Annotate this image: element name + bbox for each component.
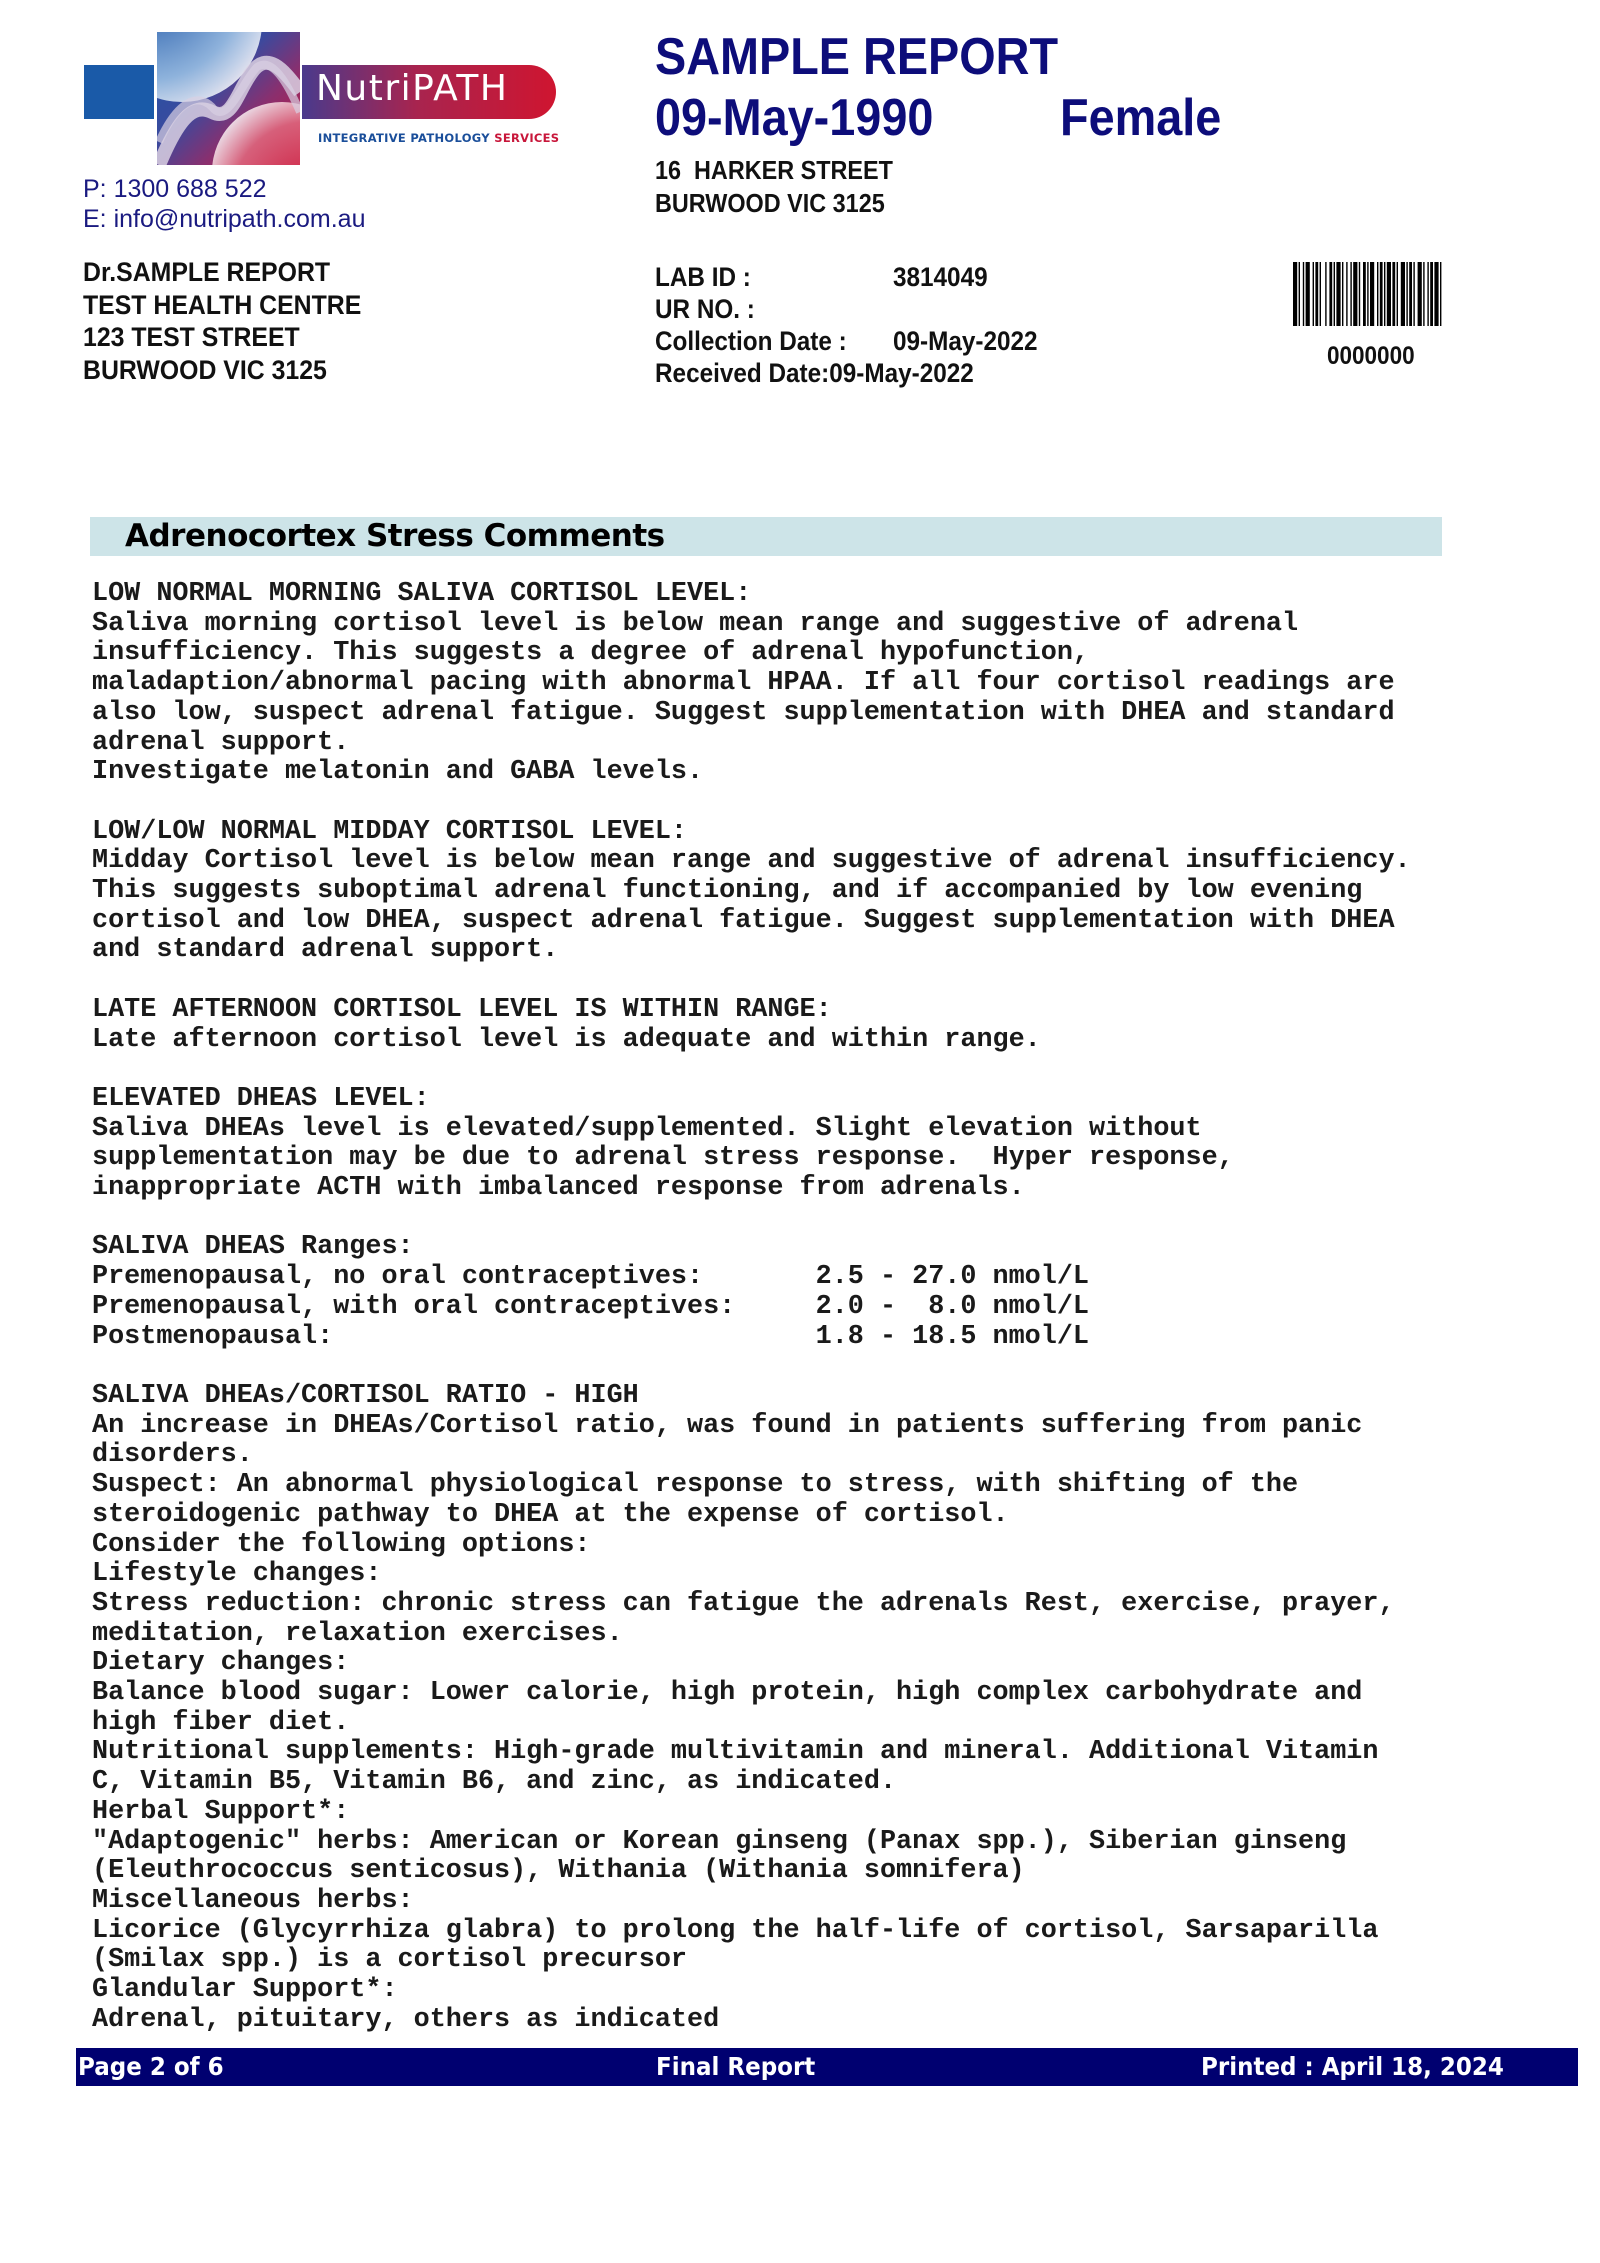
logo-tagline-part1: INTEGRATIVE PATHOLOGY [318,131,495,145]
barcode-bar [1377,262,1378,326]
barcode-bar [1334,262,1335,326]
comment-line: adrenal support. [92,727,350,758]
comment-line: cortisol and low DHEA, suspect adrenal fatigue. Suggest supplementation with DHEA [92,905,1395,936]
barcode-bar [1409,262,1412,326]
section-header [90,517,1442,556]
barcode-bar [1427,262,1428,326]
barcode-bar [1325,262,1326,326]
comment-line: (Smilax spp.) is a cortisol precursor [92,1945,687,1976]
comment-line: An increase in DHEAs/Cortisol ratio, was found in patients suffering from panic [92,1410,1363,1441]
barcode-bar [1392,262,1395,326]
comment-line: Midday Cortisol level is below mean range and suggestive of adrenal insufficiency. [92,846,1411,877]
comment-line: C, Vitamin B5, Vitamin B6, and zinc, as indicated. [92,1767,897,1798]
patient-address-line2: BURWOOD VIC 3125 [655,188,885,218]
barcode-bar [1423,262,1424,326]
doctor-street: 123 TEST STREET [83,322,300,352]
blank-line [92,966,1411,996]
patient-sex: Female [1060,89,1222,147]
barcode-bar [1336,262,1340,326]
barcode-bar [1315,262,1318,326]
barcode-bar [1346,262,1347,326]
comment-line: Premenopausal, with oral contraceptives: 2.0 - 8.0 nmol/L [92,1291,1090,1322]
barcode-bar [1293,262,1297,326]
comment-line: Herbal Support*: [92,1796,350,1827]
barcode-bar [1406,262,1407,326]
logo-name: NutriPATH [316,68,509,109]
comment-line: (Eleuthrococcus senticosus), Withania (Withania somnifera) [92,1856,1025,1887]
barcode-bar [1397,262,1398,326]
comment-line: Nutritional supplements: High-grade multivitamin and mineral. Additional Vitamin [92,1737,1379,1768]
comment-line: Miscellaneous herbs: [92,1885,414,1916]
barcode-number: 0000000 [1327,342,1415,370]
collection-date-label: Collection Date : [655,326,847,356]
barcode-bar [1413,262,1414,326]
comment-line: insufficiency. This suggests a degree of adrenal hypofunction, [92,638,1090,669]
barcode-bar [1363,262,1366,326]
comment-line: Consider the following options: [92,1529,591,1560]
patient-dob: 09-May-1990 [655,89,934,147]
patient-address-line1: 16 HARKER STREET [655,155,893,185]
barcode-bar [1440,262,1441,326]
barcode-bar [1370,262,1374,326]
comment-line: Premenopausal, no oral contraceptives: 2.5 - 27.0 nmol/L [92,1262,1090,1293]
barcode-bar [1434,262,1438,326]
comment-line: SALIVA DHEAS Ranges: [92,1232,414,1263]
comment-line: Suspect: An abnormal physiological response to stress, with shifting of the [92,1470,1299,1501]
comment-line: inappropriate ACTH with imbalanced response from adrenals. [92,1173,1025,1204]
doctor-suburb: BURWOOD VIC 3125 [83,355,327,385]
comment-line: supplementation may be due to adrenal stress response. Hyper response, [92,1143,1234,1174]
comment-line: Adrenal, pituitary, others as indicated [92,2004,720,2035]
barcode-bar [1329,262,1332,326]
logo-tagline-part2: SERVICES [494,131,560,145]
ur-no-label: UR NO. : [655,294,755,324]
logo-dna-emblem [157,32,300,165]
comment-line: meditation, relaxation exercises. [92,1618,623,1649]
comment-line: Investigate melatonin and GABA levels. [92,757,704,788]
comment-line: steroidogenic pathway to DHEA at the expense of cortisol. [92,1499,1009,1530]
barcode-bar [1430,262,1433,326]
blank-line [92,1204,1411,1234]
printed-date: Printed : April 18, 2024 [1201,2052,1504,2081]
barcode-bar [1418,262,1422,326]
comment-line: LOW/LOW NORMAL MIDDAY CORTISOL LEVEL: [92,816,687,847]
dna-helix-icon [157,32,300,165]
page-footer [76,2048,1578,2086]
barcode-bar [1306,262,1310,326]
comment-line: Late afternoon cortisol level is adequate and within range. [92,1024,1041,1055]
barcode-bar [1387,262,1391,326]
barcode-bar [1401,262,1405,326]
barcode-bar [1367,262,1368,326]
comment-line: Licorice (Glycyrrhiza glabra) to prolong the half-life of cortisol, Sarsaparilla [92,1915,1379,1946]
comment-line: Stress reduction: chronic stress can fatigue the adrenals Rest, exercise, prayer, [92,1588,1395,1619]
comment-line: and standard adrenal support. [92,935,559,966]
barcode-bar [1350,262,1351,326]
comment-line: SALIVA DHEAs/CORTISOL RATIO - HIGH [92,1380,639,1411]
comment-line: "Adaptogenic" herbs: American or Korean ginseng (Panax spp.), Siberian ginseng [92,1826,1347,1857]
barcode-bar [1320,262,1321,326]
nutripath-logo [84,32,560,167]
doctor-name: Dr.SAMPLE REPORT [83,257,331,287]
comment-line: Glandular Support*: [92,1975,398,2006]
patient-name: SAMPLE REPORT [655,28,1059,86]
comment-line: disorders. [92,1440,253,1471]
barcode-icon [1293,262,1493,326]
lab-email: E: info@nutripath.com.au [83,205,366,233]
blank-line [92,1352,1411,1382]
blank-line [92,788,1411,818]
barcode-bar [1303,262,1304,326]
comment-line: Lifestyle changes: [92,1559,382,1590]
comment-line: high fiber diet. [92,1707,350,1738]
comment-line: This suggests suboptimal adrenal functioning, and if accompanied by low evening [92,876,1363,907]
comment-line: Balance blood sugar: Lower calorie, high protein, high complex carbohydrate and [92,1678,1363,1709]
comment-line: also low, suspect adrenal fatigue. Suggest supplementation with DHEA and standard [92,697,1395,728]
received-date: Received Date:09-May-2022 [655,358,974,388]
comment-line: maladaption/abnormal pacing with abnormal HPAA. If all four cortisol readings are [92,668,1395,699]
barcode-bar [1359,262,1360,326]
barcode-bar [1380,262,1383,326]
report-status: Final Report [656,2052,816,2081]
barcode-bar [1342,262,1343,326]
comment-line: ELEVATED DHEAS LEVEL: [92,1083,430,1114]
barcode-bar [1353,262,1357,326]
barcode-bar [1384,262,1385,326]
barcode-bar [1313,262,1314,326]
comment-line: Postmenopausal: 1.8 - 18.5 nmol/L [92,1321,1090,1352]
collection-date-value: 09-May-2022 [893,326,1038,356]
comment-line: Saliva DHEAs level is elevated/supplemented. Slight elevation without [92,1113,1202,1144]
comment-line: Dietary changes: [92,1648,350,1679]
page-number: Page 2 of 6 [78,2052,224,2081]
lab-id-value: 3814049 [893,262,988,292]
doctor-clinic: TEST HEALTH CENTRE [83,290,362,320]
logo-blue-square [84,65,154,119]
section-title: Adrenocortex Stress Comments [125,518,665,554]
comments-body [92,580,1411,2035]
comment-line: Saliva morning cortisol level is below mean range and suggestive of adrenal [92,608,1299,639]
comment-line: LATE AFTERNOON CORTISOL LEVEL IS WITHIN RANGE: [92,994,832,1025]
barcode-bar [1299,262,1300,326]
logo-name-banner [302,65,556,119]
logo-tagline [318,131,559,145]
blank-line [92,1055,1411,1085]
lab-id-label: LAB ID : [655,262,751,292]
lab-phone: P: 1300 688 522 [83,175,267,203]
comment-line: LOW NORMAL MORNING SALIVA CORTISOL LEVEL: [92,579,752,609]
